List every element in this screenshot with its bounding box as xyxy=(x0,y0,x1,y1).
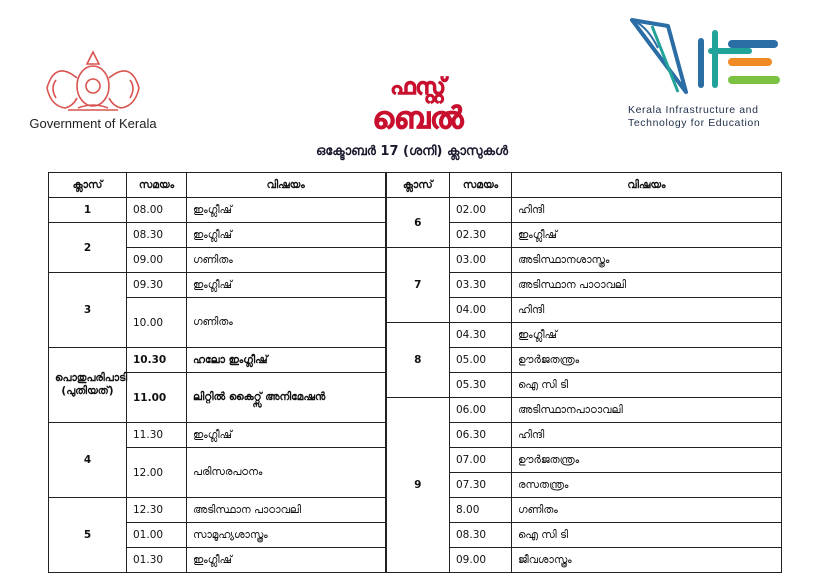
subject-cell: സാമൂഹ്യശാസ്ത്രം xyxy=(187,523,386,548)
subject-cell: ഗണിതം xyxy=(187,248,386,273)
class-cell: 5 xyxy=(49,498,127,573)
subject-cell: ഇംഗ്ലീഷ് xyxy=(187,548,386,573)
government-block xyxy=(18,48,168,131)
class-cell: 8 xyxy=(386,323,450,398)
class-cell: 7 xyxy=(386,248,450,323)
time-cell: 07.00 xyxy=(450,448,512,473)
kite-logo-icon xyxy=(628,18,788,100)
kite-name-line1: Kerala Infrastructure and xyxy=(628,104,759,116)
time-cell: 04.30 xyxy=(450,323,512,348)
subject-cell: ഗണിതം xyxy=(512,498,782,523)
time-cell: 10.00 xyxy=(127,298,187,348)
subject-cell: പരിസരപഠനം xyxy=(187,448,386,498)
brand-line1: ഫസ്റ്റ് xyxy=(390,75,446,100)
time-cell: 08.30 xyxy=(450,523,512,548)
brand-line2: ബെൽ xyxy=(372,101,464,136)
time-cell: 09.00 xyxy=(127,248,187,273)
subject-cell: അടിസ്ഥാനപാഠാവലി xyxy=(512,398,782,423)
time-cell: 8.00 xyxy=(450,498,512,523)
class-cell: 3 xyxy=(49,273,127,348)
time-cell: 11.00 xyxy=(127,373,187,423)
kite-name-line2: Technology for Education xyxy=(628,117,761,129)
time-cell: 06.00 xyxy=(450,398,512,423)
time-cell: 01.30 xyxy=(127,548,187,573)
schedule-caption: ഒക്ടോബർ 17 (ശനി) ക്ലാസുകൾ xyxy=(315,144,509,159)
table-row xyxy=(49,248,782,273)
time-cell: 03.00 xyxy=(450,248,512,273)
subject-cell: അടിസ്ഥാന പാഠാവലി xyxy=(512,273,782,298)
first-bell-logo xyxy=(368,66,468,138)
time-cell: 08.00 xyxy=(127,198,187,223)
subject-cell: ഊർജതന്ത്രം xyxy=(512,448,782,473)
subject-cell: ഇംഗ്ലീഷ് xyxy=(512,223,782,248)
time-cell: 02.00 xyxy=(450,198,512,223)
header-time: സമയം xyxy=(127,173,187,198)
subject-cell: ജീവശാസ്ത്രം xyxy=(512,548,782,573)
time-cell: 09.30 xyxy=(127,273,187,298)
subject-cell: ഇംഗ്ലീഷ് xyxy=(187,198,386,223)
time-cell: 12.30 xyxy=(127,498,187,523)
subject-cell: ഇംഗ്ലീഷ് xyxy=(187,423,386,448)
time-cell: 09.00 xyxy=(450,548,512,573)
subject-cell: ഗണിതം xyxy=(187,298,386,348)
subject-cell: ഹിന്ദി xyxy=(512,298,782,323)
subject-cell: അടിസ്ഥാന പാഠാവലി xyxy=(187,498,386,523)
time-cell: 06.30 xyxy=(450,423,512,448)
header-class: ക്ലാസ് xyxy=(386,173,450,198)
time-cell: 05.30 xyxy=(450,373,512,398)
time-cell: 07.30 xyxy=(450,473,512,498)
subject-cell: രസതന്ത്രം xyxy=(512,473,782,498)
time-cell: 02.30 xyxy=(450,223,512,248)
class-cell: 6 xyxy=(386,198,450,248)
class-cell: 2 xyxy=(49,223,127,273)
time-cell: 03.30 xyxy=(450,273,512,298)
class-cell: പൊതുപരിപാടി (പുതിയത്) xyxy=(49,348,127,423)
subject-cell: ഇംഗ്ലീഷ് xyxy=(187,273,386,298)
time-cell: 04.00 xyxy=(450,298,512,323)
time-cell: 05.00 xyxy=(450,348,512,373)
subject-cell: അടിസ്ഥാനശാസ്ത്രം xyxy=(512,248,782,273)
time-cell: 08.30 xyxy=(127,223,187,248)
kerala-emblem-icon xyxy=(38,48,148,114)
subject-cell: ലിറ്റിൽ കൈറ്റ്സ് അനിമേഷൻ xyxy=(187,373,386,423)
header-subject: വിഷയം xyxy=(187,173,386,198)
time-cell: 12.00 xyxy=(127,448,187,498)
table-header-row xyxy=(49,173,782,198)
subject-cell: ഹിന്ദി xyxy=(512,423,782,448)
class-cell: 9 xyxy=(386,398,450,573)
subject-cell: ഹലോ ഇംഗ്ലീഷ് xyxy=(187,348,386,373)
subject-cell: ഹിന്ദി xyxy=(512,198,782,223)
class-cell: 1 xyxy=(49,198,127,223)
subject-cell: ഐ സി ടി xyxy=(512,523,782,548)
header-time: സമയം xyxy=(450,173,512,198)
header-subject: വിഷയം xyxy=(512,173,782,198)
government-label: Government of Kerala xyxy=(29,116,157,131)
subject-cell: ഐ സി ടി xyxy=(512,373,782,398)
kite-block xyxy=(628,18,808,130)
table-row xyxy=(49,198,782,223)
schedule-table xyxy=(48,172,782,573)
subject-cell: ഊർജതന്ത്രം xyxy=(512,348,782,373)
class-cell: 4 xyxy=(49,423,127,498)
time-cell: 10.30 xyxy=(127,348,187,373)
header-class: ക്ലാസ് xyxy=(49,173,127,198)
subject-cell: ഇംഗ്ലീഷ് xyxy=(187,223,386,248)
subject-cell: ഇംഗ്ലീഷ് xyxy=(512,323,782,348)
time-cell: 11.30 xyxy=(127,423,187,448)
time-cell: 01.00 xyxy=(127,523,187,548)
